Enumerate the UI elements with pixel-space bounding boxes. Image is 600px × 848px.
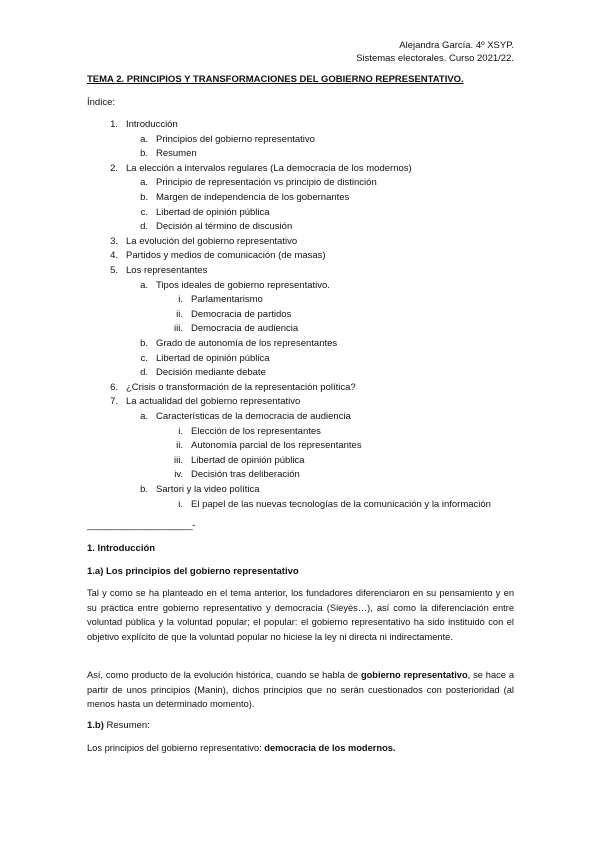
toc-item-text: Decisión tras deliberación bbox=[191, 469, 300, 481]
toc-item bbox=[128, 366, 266, 379]
toc-item-marker: 2. bbox=[110, 162, 118, 174]
index-label: Índice: bbox=[87, 97, 115, 108]
toc-item bbox=[98, 118, 178, 131]
toc-item-text: La evolución del gobierno representativo bbox=[126, 235, 298, 247]
toc-item-text: Introducción bbox=[126, 119, 178, 130]
toc-item bbox=[161, 498, 491, 511]
toc-item-marker: d. bbox=[140, 367, 148, 379]
toc-item-text: Grado de autonomía de los representantes bbox=[156, 338, 338, 349]
toc-item bbox=[128, 337, 337, 350]
toc-item bbox=[128, 206, 270, 219]
toc-item bbox=[98, 249, 326, 262]
toc-item-text: Democracia de partidos bbox=[191, 308, 292, 320]
paragraph-2 bbox=[87, 668, 514, 712]
paragraph-2-bold: gobierno representativo bbox=[360, 670, 468, 680]
toc-item-text: Margen de independencia de los gobernantes bbox=[156, 192, 350, 203]
toc-item-marker: c. bbox=[140, 206, 148, 218]
toc-item-marker: b. bbox=[140, 148, 148, 160]
subsection-b-label: Resumen: bbox=[103, 720, 150, 731]
section-heading: 1. Introducción bbox=[87, 543, 156, 554]
toc-item-text: Libertad de opinión pública bbox=[156, 206, 270, 218]
toc-item-text: La actualidad del gobierno representativo bbox=[126, 396, 301, 408]
toc-item-marker: a. bbox=[140, 411, 148, 422]
toc-item bbox=[98, 264, 207, 277]
toc-item-text: Características de la democracia de audiencia bbox=[156, 411, 351, 422]
toc-item-marker: a. bbox=[140, 279, 148, 291]
toc-item bbox=[128, 220, 292, 233]
toc-item bbox=[128, 191, 349, 204]
toc-item bbox=[128, 410, 351, 423]
toc-item-marker: i. bbox=[178, 425, 183, 437]
subsection-heading-a: 1.a) Los principios del gobierno representativo bbox=[87, 566, 299, 577]
toc-item bbox=[98, 395, 300, 408]
toc-item bbox=[98, 235, 297, 248]
paragraph-3-text: Los principios del gobierno representativo: bbox=[87, 743, 265, 753]
toc-item-marker: iii. bbox=[174, 454, 183, 466]
toc-item bbox=[161, 308, 291, 321]
toc-item-marker: 1. bbox=[110, 119, 118, 130]
header-author: Alejandra García. 4º XSYP. bbox=[399, 40, 514, 51]
toc-item-marker: 3. bbox=[110, 235, 118, 247]
toc-item bbox=[161, 439, 362, 452]
toc-item-text: Decisión mediante debate bbox=[156, 367, 266, 379]
toc-item-text: Principio de representación vs principio de distinción bbox=[156, 177, 377, 189]
toc-item-marker: i. bbox=[178, 294, 183, 306]
toc-item-marker: a. bbox=[140, 177, 148, 189]
toc-item-marker: c. bbox=[140, 352, 148, 364]
toc-item bbox=[128, 483, 260, 496]
toc-item bbox=[161, 425, 321, 438]
toc-item-marker: d. bbox=[140, 221, 148, 233]
header-course: Sistemas electorales. Curso 2021/22. bbox=[356, 53, 514, 64]
toc-item-marker: 5. bbox=[110, 265, 118, 276]
toc-item-text: Resumen bbox=[156, 148, 197, 160]
toc-item-text: Elección de los representantes bbox=[191, 425, 321, 437]
toc-item-marker: 6. bbox=[110, 381, 118, 393]
toc-item bbox=[128, 133, 315, 146]
toc-item bbox=[98, 162, 412, 175]
toc-item bbox=[128, 279, 330, 292]
toc-item bbox=[161, 322, 298, 335]
toc-item-text: Libertad de opinión pública bbox=[191, 454, 305, 466]
toc-item-marker: b. bbox=[140, 484, 148, 495]
paragraph-1: Tal y como se ha planteado en el tema anterior, los fundadores diferenciaron en su pensamiento y en su práctica entre gobierno representativo y democracia (Sieyès…), así como la diferenciación entre voluntad pública y la voluntad popular; el popular: el gobierno representativo ha sido instituido con el objetivo explícito de que la voluntad popular no hiciese la ley ni directa ni indirectamente. bbox=[87, 588, 514, 642]
toc-item-marker: i. bbox=[178, 498, 183, 510]
toc-item-marker: 7. bbox=[110, 396, 118, 408]
toc-item-text: Los representantes bbox=[126, 265, 208, 276]
toc-item-marker: ii. bbox=[176, 440, 183, 452]
toc-item-text: ¿Crisis o transformación de la representación política? bbox=[126, 381, 356, 393]
toc-item bbox=[128, 352, 270, 365]
toc-item-text: Libertad de opinión pública bbox=[156, 352, 270, 364]
toc-item-text: Autonomía parcial de los representantes bbox=[191, 440, 362, 452]
toc-item-text: Parlamentarismo bbox=[191, 294, 263, 306]
document-title: TEMA 2. PRINCIPIOS Y TRANSFORMACIONES DEL GOBIERNO REPRESENTATIVO. bbox=[87, 74, 464, 85]
toc-item-text: Tipos ideales de gobierno representativo. bbox=[156, 279, 330, 291]
toc-item-marker: iii. bbox=[174, 323, 183, 335]
toc-item bbox=[161, 454, 305, 467]
subsection-b-number: 1.b) bbox=[87, 720, 104, 731]
toc-item bbox=[161, 293, 263, 306]
toc-item-text: La elección a intervalos regulares (La democracia de los modernos) bbox=[126, 162, 412, 174]
toc-item-marker: b. bbox=[140, 338, 148, 349]
toc-item-marker: 4. bbox=[110, 250, 118, 262]
toc-item bbox=[161, 468, 300, 481]
toc-item-marker: iv. bbox=[174, 469, 183, 481]
paragraph-3-bold: democracia de los modernos. bbox=[264, 743, 396, 753]
toc-item bbox=[128, 176, 377, 189]
toc-item-text: Sartori y la video política bbox=[156, 484, 260, 495]
toc-item-marker: b. bbox=[140, 192, 148, 203]
toc-item-text: Decisión al término de discusión bbox=[156, 221, 293, 233]
toc-item-text: El papel de las nuevas tecnologías de la comunicación y la información bbox=[191, 498, 491, 510]
toc-item-marker: a. bbox=[140, 133, 148, 145]
paragraph-3 bbox=[87, 743, 396, 753]
paragraph-2-text-a: Así, como producto de la evolución histórica, cuando se habla de bbox=[87, 670, 361, 680]
toc-item bbox=[128, 147, 197, 160]
separator-line: ______________________- bbox=[87, 520, 195, 531]
toc-item-marker: ii. bbox=[176, 308, 183, 320]
toc-item-text: Democracia de audiencia bbox=[191, 323, 299, 335]
toc-item-text: Principios del gobierno representativo bbox=[156, 133, 315, 145]
subsection-heading-b bbox=[87, 720, 150, 731]
paragraph-2-text-b: , se hace a partir de unos principios (Manin), dichos principios que no serán cuestionados con posterioridad (al menos hasta un determinado momento). bbox=[87, 670, 515, 710]
toc-item bbox=[98, 381, 356, 394]
toc-item-text: Partidos y medios de comunicación (de masas) bbox=[126, 250, 326, 262]
